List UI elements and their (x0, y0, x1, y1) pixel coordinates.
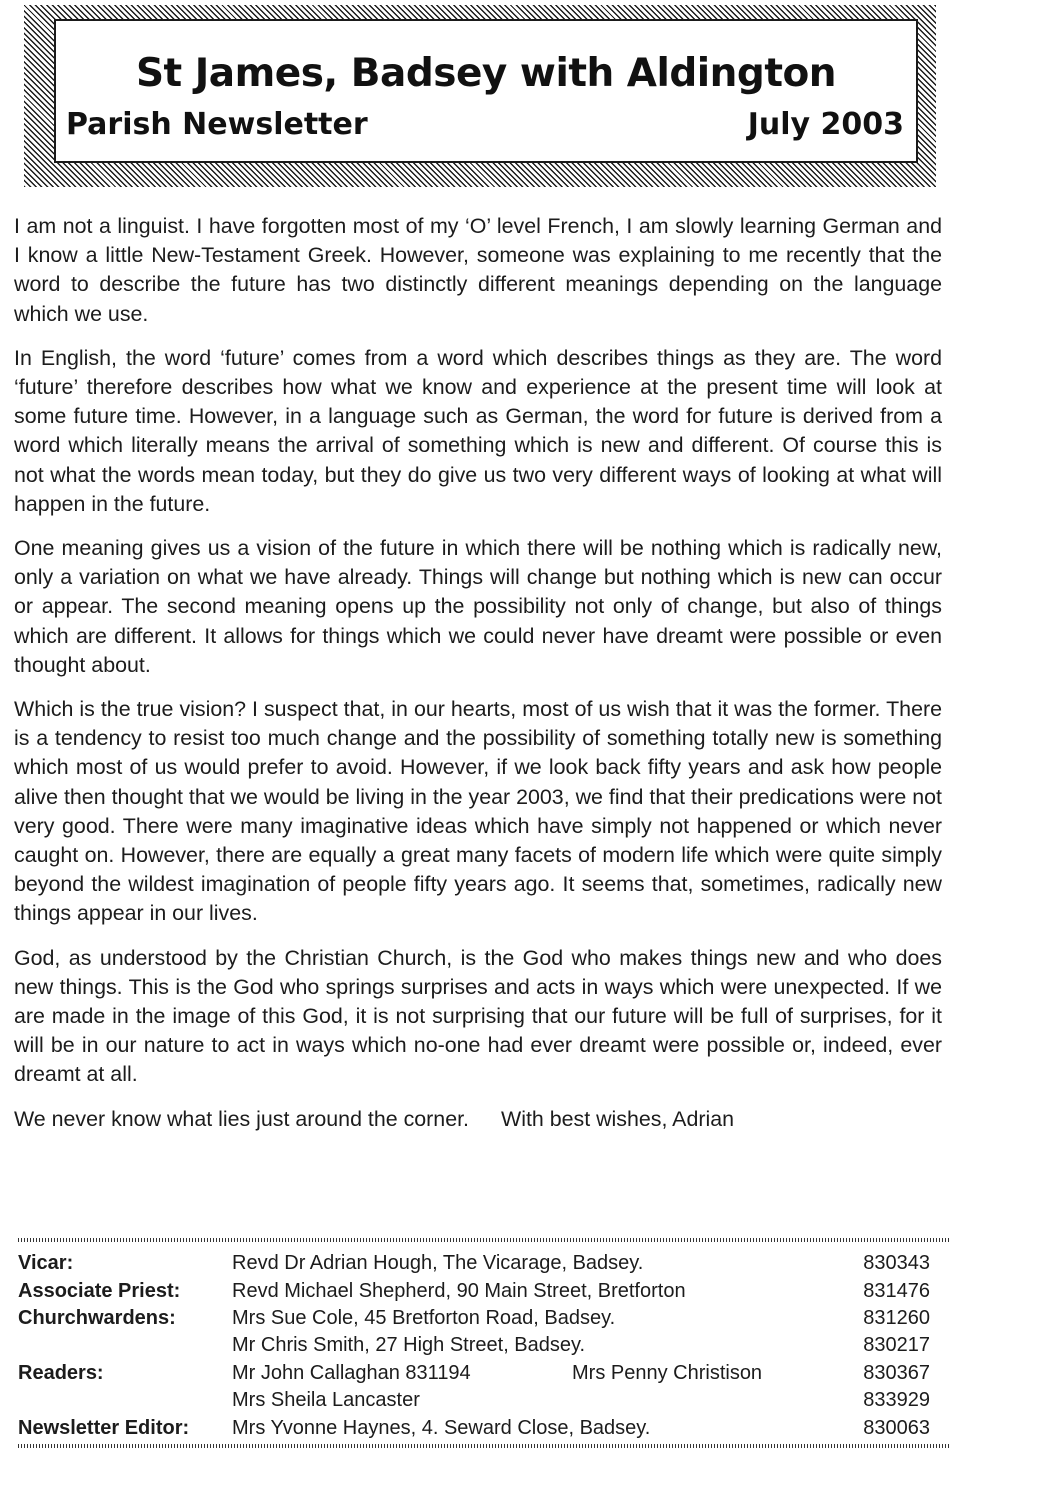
issue-date: July 2003 (747, 107, 904, 142)
contact-detail: Mr Chris Smith, 27 High Street, Badsey. (232, 1334, 586, 1357)
contact-phone: 831476 (863, 1279, 930, 1302)
contact-row-readers (18, 1360, 930, 1387)
vicar-letter (14, 212, 942, 1134)
letter-paragraph: I am not a linguist. I have forgotten most of my ‘O’ level French, I am slowly learning German and I know a little New-Testament Greek. However, someone was explaining to me recently that the word to describe the future has two distinctly different meanings depending on the language which we use. (14, 214, 942, 326)
contact-detail: Mrs Yvonne Haynes, 4. Seward Close, Badsey. (232, 1416, 651, 1439)
newsletter-title: St James, Badsey with Aldington (135, 51, 837, 96)
letter-paragraph: God, as understood by the Christian Church, is the God who makes things new and who does new things. This is the God who springs surprises and acts in ways which were unexpected. If we are made in the image of this God, it is not surprising that our future will be full of surprises, for it will be in our nature to act in ways which no-one had ever dreamt were possible or, indeed, ever dreamt at all. (14, 945, 942, 1087)
contact-phone: 830367 (863, 1361, 930, 1384)
contact-row-editor (18, 1414, 930, 1441)
contact-role: Churchwardens: (18, 1306, 176, 1329)
closing-line: We never know what lies just around the corner. (14, 1106, 469, 1131)
contacts-top-rule (18, 1238, 950, 1242)
contact-phone: 833929 (863, 1389, 930, 1412)
contact-phone: 830217 (863, 1334, 930, 1357)
contact-phone: 830063 (863, 1416, 930, 1439)
letter-closing (14, 1105, 942, 1134)
contact-role: Newsletter Editor: (18, 1416, 190, 1439)
masthead (54, 19, 918, 163)
contact-phone: 831260 (863, 1306, 930, 1329)
contact-row-churchwarden (18, 1332, 930, 1359)
contact-row-associate-priest (18, 1277, 930, 1304)
reader-name: Mr John Callaghan 831194 (232, 1361, 471, 1384)
contact-role: Associate Priest: (18, 1279, 181, 1302)
reader-name: Mrs Penny Christison (572, 1361, 763, 1384)
contact-row-vicar (18, 1250, 930, 1277)
newsletter-subtitle: Parish Newsletter (66, 107, 368, 142)
contact-detail: Mrs Sue Cole, 45 Bretforton Road, Badsey. (232, 1306, 616, 1329)
contact-row-reader (18, 1387, 930, 1414)
contact-phone: 830343 (863, 1252, 930, 1275)
contact-detail: Revd Michael Shepherd, 90 Main Street, Bretforton (232, 1279, 686, 1302)
signoff: With best wishes, Adrian (501, 1106, 735, 1131)
letter-paragraph: One meaning gives us a vision of the future in which there will be nothing which is radically new, only a variation on what we have already. Things will change but nothing which is new can occur or appear. The second meaning opens up the possibility not only of change, but also of things which are different. It allows for things which we could never have dreamt were possible or even thought about. (14, 536, 942, 677)
contact-row-churchwarden (18, 1305, 930, 1332)
contacts-bottom-rule (18, 1444, 950, 1448)
contact-detail: Revd Dr Adrian Hough, The Vicarage, Badsey. (232, 1252, 644, 1275)
contact-role: Readers: (18, 1361, 104, 1384)
letter-paragraph: Which is the true vision? I suspect that, in our hearts, most of us wish that it was the former. There is a tendency to resist too much change and the possibility of something totally new is something which most of us would prefer to avoid. However, if we look back fifty years and ask how people alive then thought that we would be living in the year 2003, we find that their predications were not very good. There were many imaginative ideas which have simply not happened or which never caught on. However, there are equally a great many facets of modern life which were quite simply beyond the wildest imagination of people fifty years ago. It seems that, sometimes, radically new things appear in our lives. (14, 697, 942, 926)
contact-role: Vicar: (18, 1252, 74, 1275)
reader-name: Mrs Sheila Lancaster (232, 1389, 420, 1412)
letter-paragraph: In English, the word ‘future’ comes from a word which describes things as they are. The word ‘future’ therefore describes how what we know and experience at the present time will look at some future time. However, in a language such as German, the word for future is derived from a word which literally means the arrival of something which is new and different. Of course this is not what the words mean today, but they do give us two very different ways of looking at what will happen in the future. (14, 345, 942, 516)
contacts-table (18, 1250, 930, 1442)
masthead-frame (24, 5, 936, 187)
